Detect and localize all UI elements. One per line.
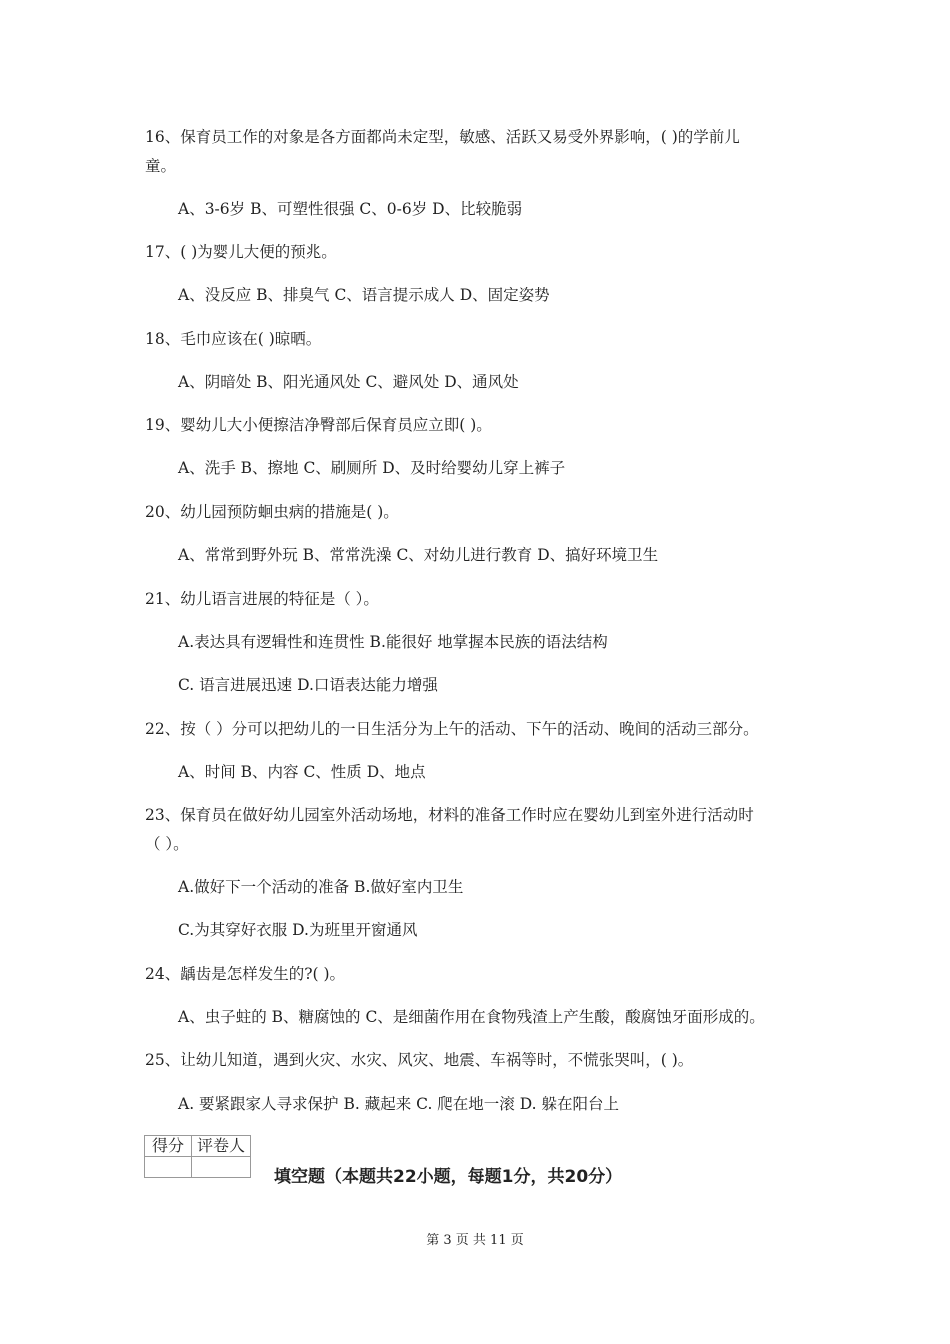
page-footer: 第 3 页 共 11 页 xyxy=(426,1233,524,1248)
question-21-options-row1: A.表达具有逻辑性和连贯性 B.能很好 地掌握本民族的语法结构 xyxy=(178,633,608,651)
question-18-options: A、阴暗处 B、阳光通风处 C、避风处 D、通风处 xyxy=(178,373,519,391)
question-23-options-row1: A.做好下一个活动的准备 B.做好室内卫生 xyxy=(178,878,464,896)
question-19-stem: 19、婴幼儿大小便擦洁净臀部后保育员应立即( )。 xyxy=(145,416,492,434)
grader-label: 评卷人 xyxy=(192,1136,251,1157)
question-17-stem: 17、( )为婴儿大便的预兆。 xyxy=(145,243,337,261)
question-16-stem-cont: 童。 xyxy=(145,157,177,175)
question-23-stem-cont: （ ）。 xyxy=(145,835,189,853)
question-16-stem: 16、保育员工作的对象是各方面都尚未定型，敏感、活跃又易受外界影响，( )的学前儿 xyxy=(145,128,740,146)
score-cell[interactable] xyxy=(145,1157,192,1178)
question-21-options-row2: C. 语言进展迅速 D.口语表达能力增强 xyxy=(178,676,438,694)
score-box xyxy=(144,1135,251,1178)
question-23-options-row2: C.为其穿好衣服 D.为班里开窗通风 xyxy=(178,921,418,939)
question-19-options: A、洗手 B、擦地 C、刷厕所 D、及时给婴幼儿穿上裤子 xyxy=(178,459,566,477)
question-24-options: A、虫子蛀的 B、糖腐蚀的 C、是细菌作用在食物残渣上产生酸，酸腐蚀牙面形成的。 xyxy=(178,1008,765,1026)
question-22-stem: 22、按（ ）分可以把幼儿的一日生活分为上午的活动、下午的活动、晚间的活动三部分。 xyxy=(145,720,759,738)
question-20-stem: 20、幼儿园预防蛔虫病的措施是( )。 xyxy=(145,503,399,521)
question-21-stem: 21、幼儿语言进展的特征是（ ）。 xyxy=(145,590,379,608)
question-25-options: A. 要紧跟家人寻求保护 B. 藏起来 C. 爬在地一滚 D. 躲在阳台上 xyxy=(178,1095,619,1113)
question-20-options: A、常常到野外玩 B、常常洗澡 C、对幼儿进行教育 D、搞好环境卫生 xyxy=(178,546,659,564)
section-title: 填空题（本题共22小题，每题1分，共20分） xyxy=(274,1167,623,1187)
question-16-options: A、3-6岁 B、可塑性很强 C、0-6岁 D、比较脆弱 xyxy=(178,200,523,218)
question-22-options: A、时间 B、内容 C、性质 D、地点 xyxy=(178,763,426,781)
question-25-stem: 25、让幼儿知道，遇到火灾、水灾、风灾、地震、车祸等时，不慌张哭叫，( )。 xyxy=(145,1051,694,1069)
score-label: 得分 xyxy=(145,1136,192,1157)
question-17-options: A、没反应 B、排臭气 C、语言提示成人 D、固定姿势 xyxy=(178,286,550,304)
question-23-stem: 23、保育员在做好幼儿园室外活动场地，材料的准备工作时应在婴幼儿到室外进行活动时 xyxy=(145,806,754,824)
grader-cell[interactable] xyxy=(192,1157,251,1178)
question-18-stem: 18、毛巾应该在( )晾晒。 xyxy=(145,330,322,348)
question-24-stem: 24、龋齿是怎样发生的?( )。 xyxy=(145,965,346,983)
